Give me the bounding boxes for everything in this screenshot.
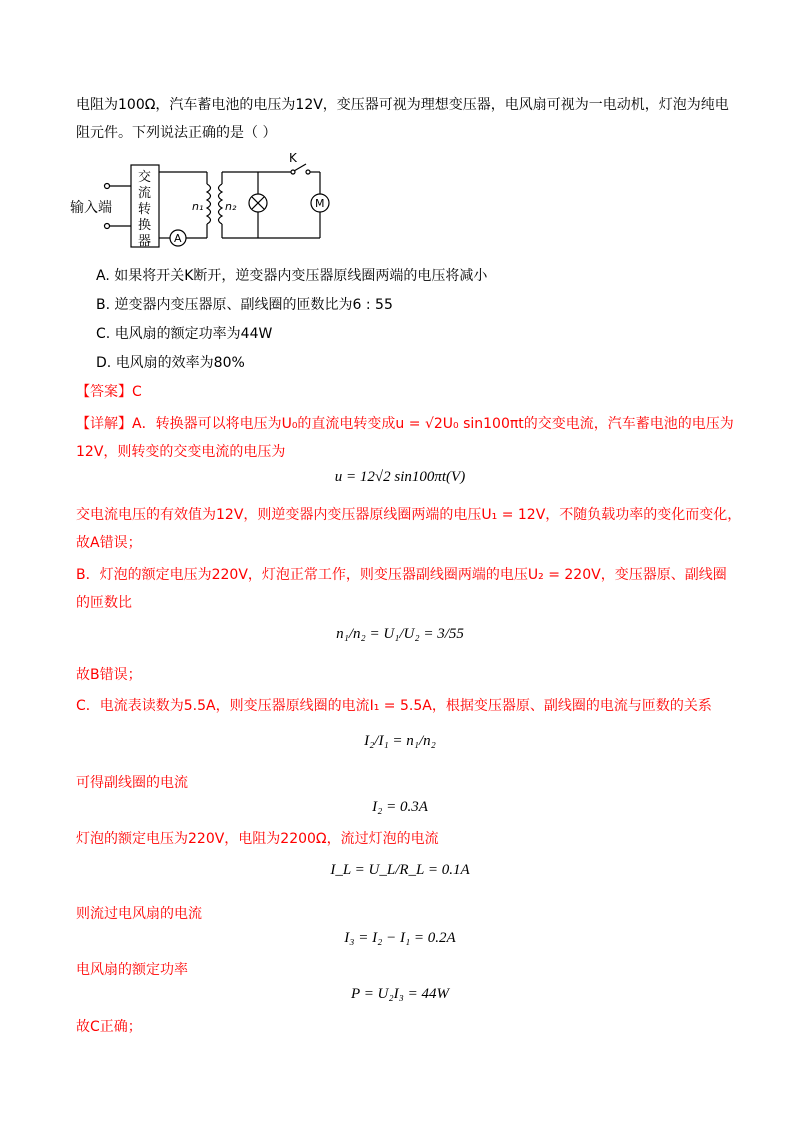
equation-lamp-current: I_L = U_L/R_L = 0.1A <box>330 862 470 878</box>
choice-d: D. 电风扇的效率为80% <box>96 355 245 371</box>
explanation-c-line-6: 故C正确； <box>76 1019 142 1035</box>
choice-b: B. 逆变器内变压器原、副线圈的匝数比为6 : 55 <box>96 297 393 313</box>
primary-turns-label: n₁ <box>192 200 204 213</box>
answer-line: 【答案】C <box>76 384 142 400</box>
explanation-c-line-3: 灯泡的额定电压为220V，电阻为2200Ω，流过灯泡的电流 <box>76 831 439 847</box>
equation-fan-current: I₃ = I₂ − I₁ = 0.2A <box>344 930 456 946</box>
equation-ac-voltage: u = 12√2 sin100πt(V) <box>334 469 466 485</box>
choice-a: A. 如果将开关K断开，逆变器内变压器原线圈两端的电压将减小 <box>96 268 488 284</box>
explanation-c-line-1: C．电流表读数为5.5A，则变压器原线圈的电流I₁ = 5.5A，根据变压器原、副线圈的电流与匝数的关系 <box>76 698 712 714</box>
converter-label-4: 换 <box>138 218 152 233</box>
explanation-b-line-3: 故B错误； <box>76 667 142 683</box>
converter-label-2: 流 <box>138 186 152 201</box>
equation-turns-ratio: n₁/n₂ = U₁/U₂ = 3/55 <box>336 626 464 642</box>
circuit-diagram <box>70 150 340 260</box>
motor-icon: M <box>315 197 325 210</box>
explanation-a-line-3: 交电流电压的有效值为12V，则逆变器内变压器原线圈两端的电压U₁ = 12V，不随负载功率的变化而变化， <box>76 507 742 523</box>
explanation-a-line-2: 12V，则转变的交变电流的电压为 <box>76 444 286 460</box>
switch-label: K <box>289 151 297 165</box>
explanation-c-line-2: 可得副线圈的电流 <box>76 775 188 791</box>
explanation-c-line-5: 电风扇的额定功率 <box>76 962 188 978</box>
explanation-a-line-1: 【详解】A．转换器可以将电压为U₀的直流电转变成u = √2U₀ sin100πt的交变电流，汽车蓄电池的电压为 <box>76 416 734 432</box>
converter-label-5: 器 <box>138 234 152 249</box>
choice-c: C. 电风扇的额定功率为44W <box>96 326 273 342</box>
equation-secondary-current: I₂ = 0.3A <box>372 799 428 815</box>
input-label: 输入端 <box>70 200 112 216</box>
explanation-b-line-2: 的匝数比 <box>76 595 132 611</box>
explanation-b-line-1: B．灯泡的额定电压为220V，灯泡正常工作，则变压器副线圈两端的电压U₂ = 220V，变压器原、副线圈 <box>76 567 727 583</box>
problem-line-2: 阻元件。下列说法正确的是（ ） <box>76 125 277 141</box>
converter-label-1: 交 <box>138 170 152 185</box>
equation-fan-power: P = U₂I₃ = 44W <box>351 986 449 1002</box>
secondary-turns-label: n₂ <box>225 200 237 213</box>
converter-label-3: 转 <box>138 202 152 217</box>
problem-line-1: 电阻为100Ω，汽车蓄电池的电压为12V，变压器可视为理想变压器，电风扇可视为一电动机，灯泡为纯电 <box>76 97 729 113</box>
ammeter-icon: A <box>174 232 182 245</box>
explanation-c-line-4: 则流过电风扇的电流 <box>76 906 202 922</box>
equation-current-ratio: I₂/I₁ = n₁/n₂ <box>364 733 436 749</box>
explanation-a-line-4: 故A错误； <box>76 535 142 551</box>
